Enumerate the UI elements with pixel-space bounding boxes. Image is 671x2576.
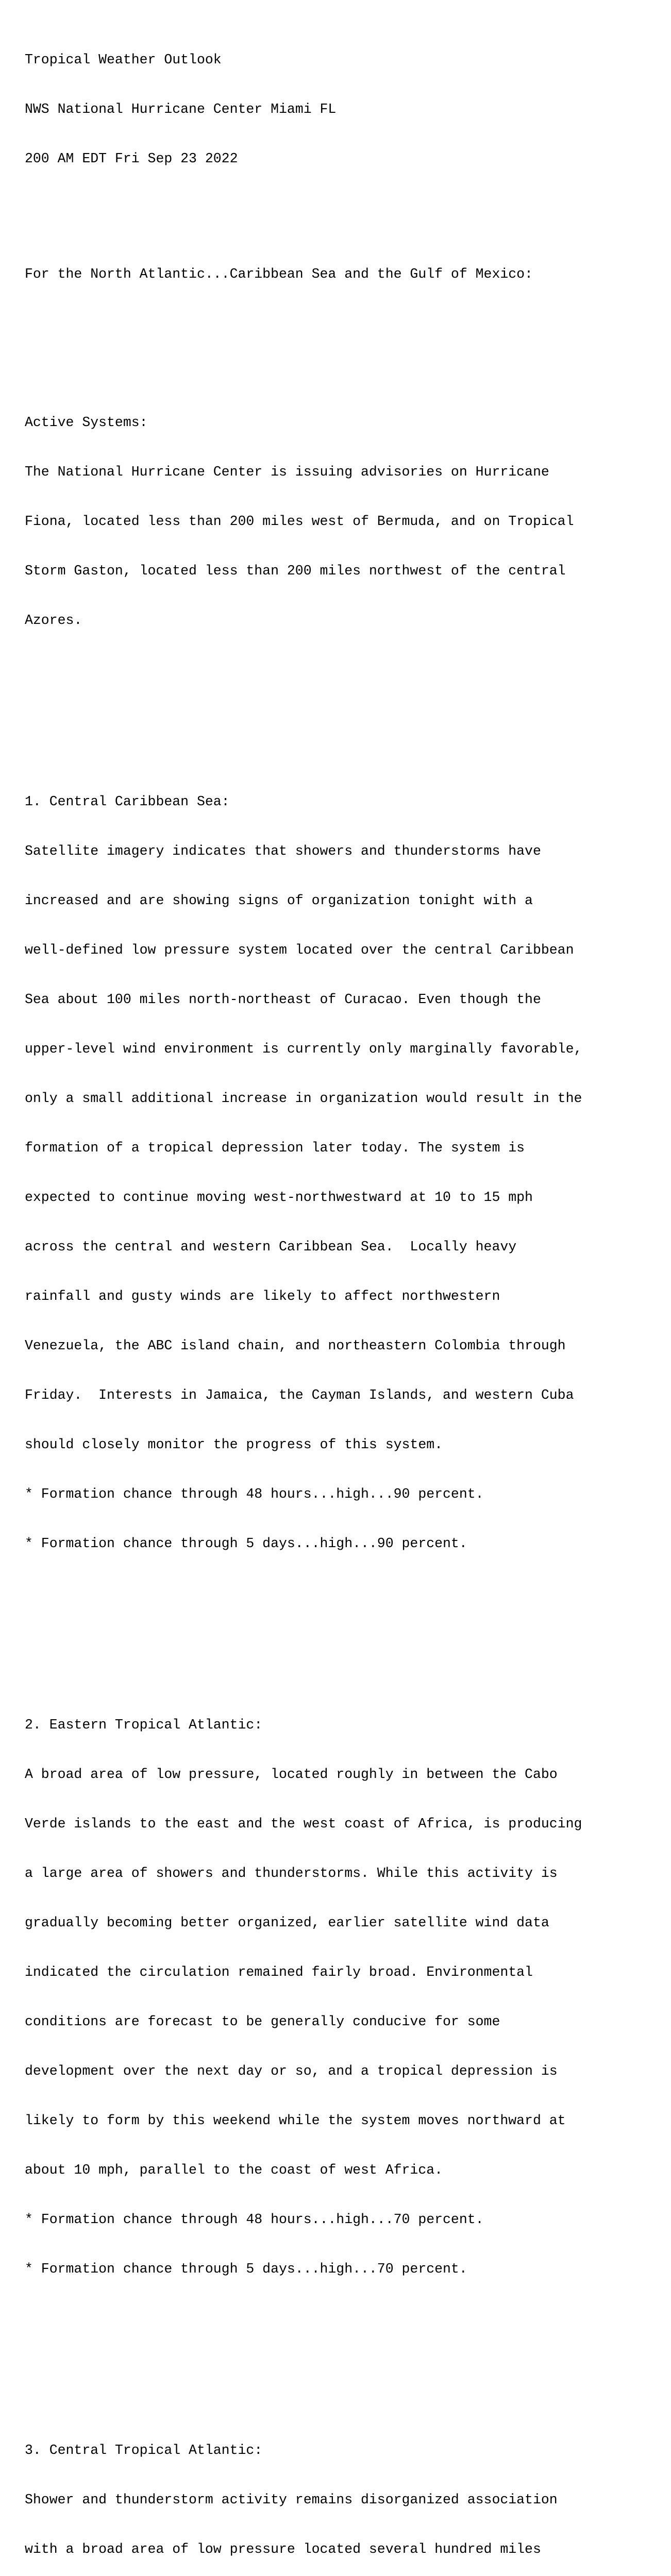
system-heading: 3. Central Tropical Atlantic: (25, 2443, 263, 2458)
active-systems-line: Storm Gaston, located less than 200 miles northwest of the central (25, 563, 566, 579)
tropical-weather-outlook (25, 19, 653, 2576)
system-line: upper-level wind environment is currently only marginally favorable, (25, 1041, 582, 1057)
issue-time: 200 AM EDT Fri Sep 23 2022 (25, 151, 238, 166)
system-heading: 2. Eastern Tropical Atlantic: (25, 1717, 263, 1733)
formation-chance-48h: * Formation chance through 48 hours...high...70 percent. (25, 2212, 484, 2227)
system-line: increased and are showing signs of organization tonight with a (25, 893, 533, 908)
system-line: only a small additional increase in organization would result in the (25, 1091, 582, 1106)
document-title: Tropical Weather Outlook (25, 52, 222, 67)
formation-chance-5d: * Formation chance through 5 days...high...90 percent. (25, 1536, 467, 1551)
active-systems-section (25, 381, 653, 662)
spacer (25, 315, 653, 332)
system-section-1 (25, 760, 653, 1585)
system-line: with a broad area of low pressure located several hundred miles (25, 2541, 541, 2557)
system-line: Satellite imagery indicates that showers and thunderstorms have (25, 843, 541, 859)
system-line: formation of a tropical depression later today. The system is (25, 1140, 525, 1156)
formation-chance-5d: * Formation chance through 5 days...high...70 percent. (25, 2261, 467, 2277)
system-line: Verde islands to the east and the west coast of Africa, is producing (25, 1816, 582, 1832)
system-line: rainfall and gusty winds are likely to affect northwestern (25, 1289, 500, 1304)
system-line: across the central and western Caribbean Sea. Locally heavy (25, 1239, 517, 1255)
spacer (25, 2343, 653, 2360)
system-line: likely to form by this weekend while the system moves northward at (25, 2113, 566, 2128)
system-line: Sea about 100 miles north-northeast of Curacao. Even though the (25, 992, 541, 1007)
system-line: should closely monitor the progress of this system. (25, 1437, 443, 1452)
spacer (25, 694, 653, 711)
system-line: indicated the circulation remained fairly broad. Environmental (25, 1964, 533, 1980)
spacer (25, 1618, 653, 1634)
system-section-2 (25, 1684, 653, 2310)
active-systems-line: The National Hurricane Center is issuing advisories on Hurricane (25, 464, 549, 480)
active-systems-heading: Active Systems: (25, 415, 148, 430)
region-line: For the North Atlantic...Caribbean Sea and the Gulf of Mexico: (25, 266, 533, 282)
system-line: about 10 mph, parallel to the coast of west Africa. (25, 2162, 443, 2178)
system-line: Shower and thunderstorm activity remains disorganized association (25, 2492, 558, 2507)
system-section-3 (25, 2409, 653, 2576)
system-line: A broad area of low pressure, located roughly in between the Cabo (25, 1767, 558, 1782)
system-line: Friday. Interests in Jamaica, the Cayman Islands, and western Cuba (25, 1387, 574, 1403)
system-heading: 1. Central Caribbean Sea: (25, 794, 230, 809)
active-systems-line: Fiona, located less than 200 miles west of Bermuda, and on Tropical (25, 514, 574, 529)
system-line: expected to continue moving west-northwestward at 10 to 15 mph (25, 1190, 533, 1205)
system-line: development over the next day or so, and a tropical depression is (25, 2063, 558, 2079)
formation-chance-48h: * Formation chance through 48 hours...high...90 percent. (25, 1486, 484, 1502)
active-systems-line: Azores. (25, 613, 82, 628)
spacer (25, 200, 653, 216)
system-line: a large area of showers and thunderstorms. While this activity is (25, 1866, 558, 1881)
issuing-office: NWS National Hurricane Center Miami FL (25, 101, 337, 117)
system-line: conditions are forecast to be generally conducive for some (25, 2014, 500, 2029)
system-line: Venezuela, the ABC island chain, and northeastern Colombia through (25, 1338, 566, 1353)
system-line: well-defined low pressure system located over the central Caribbean (25, 942, 574, 958)
system-line: gradually becoming better organized, earlier satellite wind data (25, 1915, 549, 1930)
